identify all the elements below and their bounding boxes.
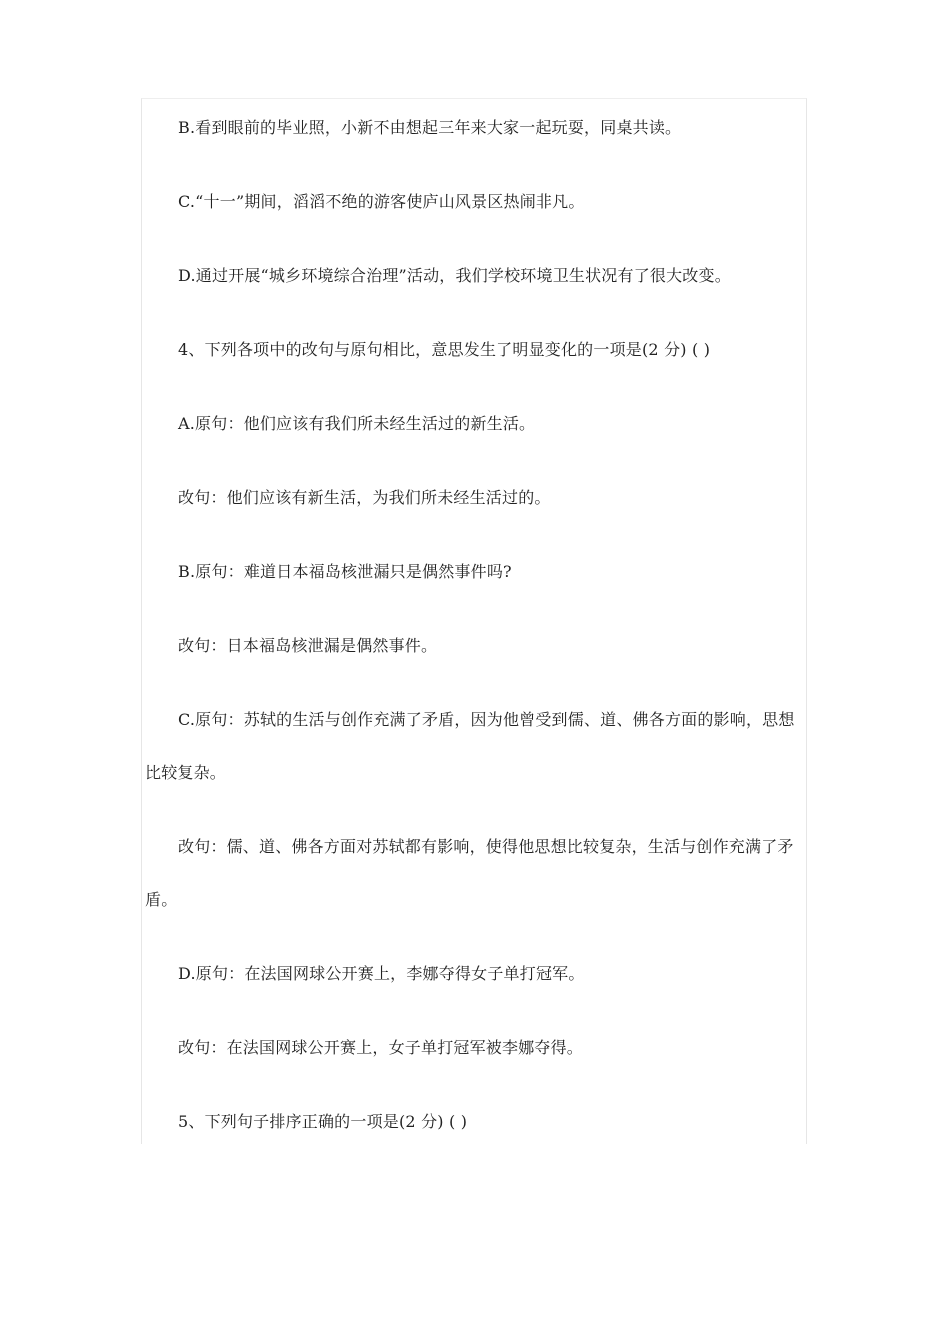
option-d-sentence: D.通过开展“城乡环境综合治理”活动，我们学校环境卫生状况有了很大改变。 <box>178 266 731 285</box>
q4-d-revised: 改句：在法国网球公开赛上，女子单打冠军被李娜夺得。 <box>178 1038 584 1057</box>
question-5: 5、下列句子排序正确的一项是(2 分) ( ) <box>178 1112 468 1131</box>
q4-b-revised: 改句：日本福岛核泄漏是偶然事件。 <box>178 636 438 655</box>
q4-c-original: C.原句：苏轼的生活与创作充满了矛盾，因为他曾受到儒、道、佛各方面的影响，思想比较复杂。 <box>145 710 795 782</box>
option-b-sentence: B.看到眼前的毕业照，小新不由想起三年来大家一起玩耍，同桌共读。 <box>178 118 682 137</box>
document-body <box>145 98 805 1169</box>
q4-c-revised: 改句：儒、道、佛各方面对苏轼都有影响，使得他思想比较复杂，生活与创作充满了矛盾。 <box>145 837 794 909</box>
q4-d-original: D.原句：在法国网球公开赛上，李娜夺得女子单打冠军。 <box>178 964 585 983</box>
q4-b-original: B.原句：难道日本福岛核泄漏只是偶然事件吗? <box>178 562 512 581</box>
q4-a-original: A.原句：他们应该有我们所未经生活过的新生活。 <box>178 414 536 433</box>
q4-a-revised: 改句：他们应该有新生活，为我们所未经生活过的。 <box>178 488 551 507</box>
question-4: 4、下列各项中的改句与原句相比，意思发生了明显变化的一项是(2 分) ( ) <box>178 340 711 359</box>
option-c-sentence: C.“十一”期间，滔滔不绝的游客使庐山风景区热闹非凡。 <box>178 192 585 211</box>
